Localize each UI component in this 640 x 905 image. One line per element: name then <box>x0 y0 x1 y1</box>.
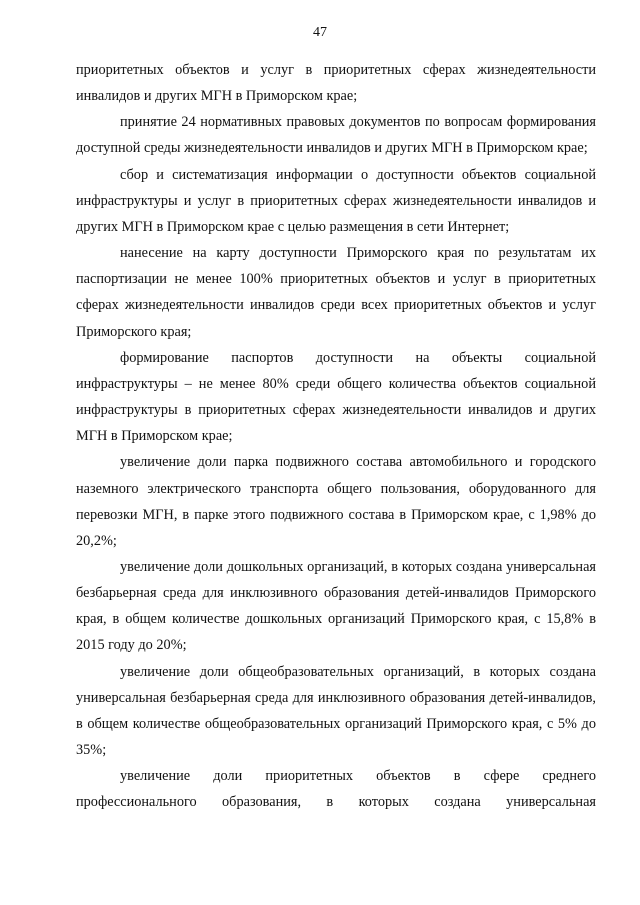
paragraph-transport-fleet: увеличение доли парка подвижного состава автомобильного и городского наземного электрического транспорта общего пользования, оборудованного для перевозки МГН, в парке этого подвижного состава в Приморском крае, с 1,98% до 20,2%; <box>76 454 596 549</box>
paragraph-preschool-organizations: увеличение доли дошкольных организаций, в которых создана универсальная безбарьерная среда для инклюзивного образования детей-инвалидов Приморского края, в общем количестве дошкольных организаций Приморского края, с 15,8% в 2015 году до 20%; <box>76 558 596 654</box>
paragraph-general-education-organizations: увеличение доли общеобразовательных организаций, в которых создана универсальная безбарьерная среда для инклюзивного образования детей-инвалидов, в общем количестве общеобразовательных организаций Приморского края, с 5% до 35%; <box>76 663 596 759</box>
paragraph-information-collection: сбор и систематизация информации о доступности объектов социальной инфраструктуры и услуг в приоритетных сферах жизнедеятельности инвалидов и других МГН в Приморском крае с целью размещения в сети Интернет; <box>76 166 596 235</box>
page-number: 47 <box>313 25 327 40</box>
paragraph-accessibility-map: нанесение на карту доступности Приморского края по результатам их паспортизации не менее 100% приоритетных объектов и услуг в приоритетных сферах жизнедеятельности инвалидов среди всех приоритетных объектов и услуг Приморского края; <box>76 245 596 340</box>
paragraph-vocational-education: увеличение доли приоритетных объектов в сфере среднего профессионального образования, в которых создана универсальная <box>76 768 596 811</box>
paragraph-normative-documents: принятие 24 нормативных правовых документов по вопросам формирования доступной среды жизнедеятельности инвалидов и других МГН в Приморском крае; <box>76 114 596 157</box>
document-body <box>76 57 596 816</box>
paragraph-accessibility-passports: формирование паспортов доступности на объекты социальной инфраструктуры – не менее 80% среди общего количества объектов социальной инфраструктуры в приоритетных сферах жизнедеятельности инвалидов и других МГН в Приморском крае; <box>76 349 596 445</box>
paragraph-continuation: приоритетных объектов и услуг в приоритетных сферах жизнедеятельности инвалидов и других МГН в Приморском крае; <box>76 62 596 105</box>
